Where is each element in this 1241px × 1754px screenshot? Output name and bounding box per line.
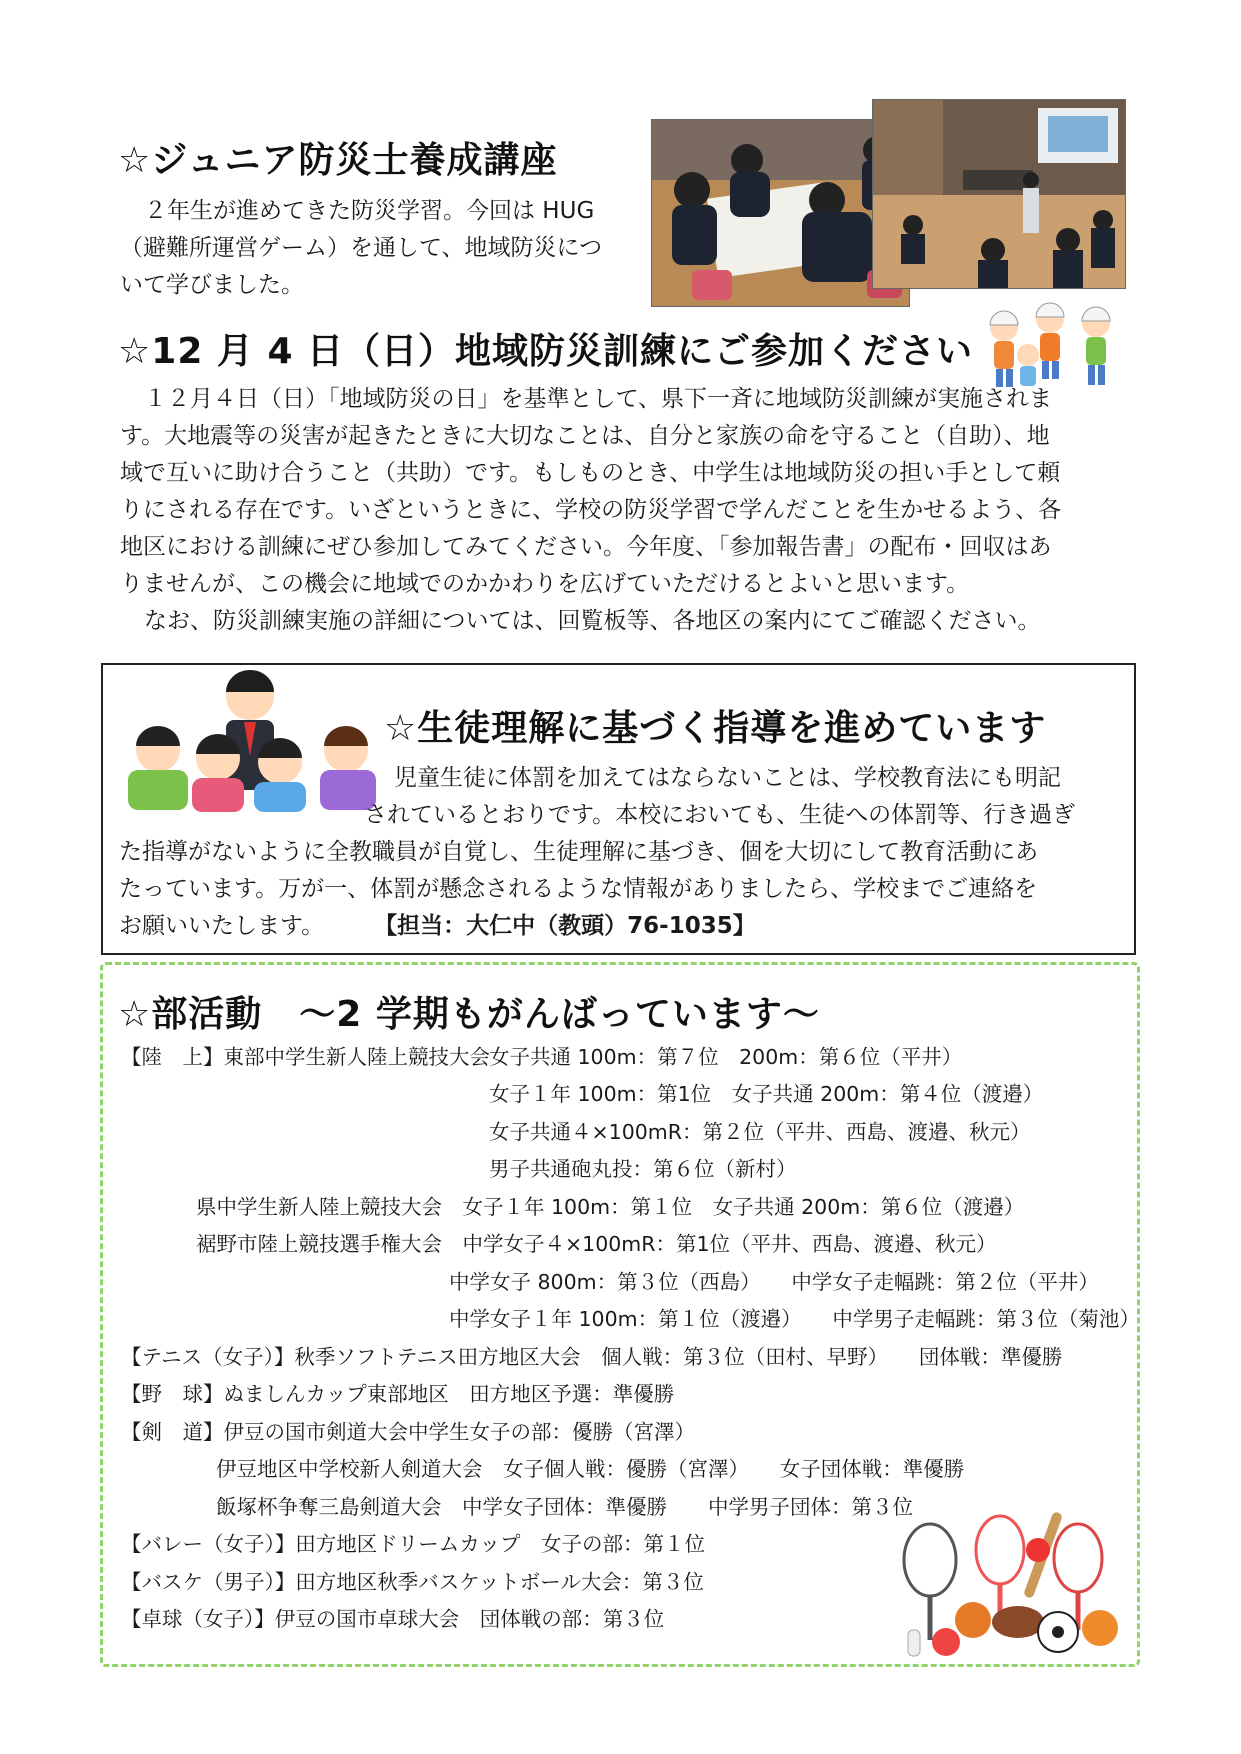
section3-body-bottom — [119, 834, 1134, 945]
club-result-row: 裾野市陸上競技選手権大会 中学女子４×100mR：第1位（平井、西島、渡邉、秋元） — [196, 1232, 997, 1256]
section2-body — [120, 381, 1140, 640]
section1-line: （避難所運営ゲーム）を通して、地域防災につ — [120, 235, 603, 261]
club-result-row: 男子共通砲丸投：第６位（新村） — [489, 1157, 797, 1181]
section1-body — [120, 193, 650, 304]
club-result-row: 女子共通４×100mR：第２位（平井、西島、渡邉、秋元） — [489, 1120, 1031, 1144]
section3-line: お願いいたします。 — [119, 913, 325, 939]
section2-line: す。大地震等の災害が起きたときに大切なことは、自分と家族の命を守ること（自助）、地 — [120, 423, 1050, 449]
section3-line: 児童生徒に体罰を加えてはならないことは、学校教育法にも明記 — [394, 765, 1061, 791]
section1-title: ☆ジュニア防災士養成講座 — [118, 140, 558, 181]
section2-title: ☆12 月 4 日（日）地域防災訓練にご参加ください — [118, 331, 974, 372]
club-result-row: 【バスケ（男子）】田方地区秋季バスケットボール大会：第３位 — [121, 1570, 704, 1594]
section2-line: １２月４日（日）「地域防災の日」を基準として、県下一斉に地域防災訓練が実施されま — [144, 386, 1053, 412]
club-result-row: 【卓球（女子）】伊豆の国市卓球大会 団体戦の部：第３位 — [121, 1607, 665, 1631]
club-result-row: 女子１年 100m：第1位 女子共通 200m：第４位（渡邉） — [489, 1082, 1044, 1106]
section2-line: なお、防災訓練実施の詳細については、回覧板等、各地区の案内にてご確認ください。 — [144, 608, 1041, 634]
section2-line: りませんが、この機会に地域でのかかわりを広げていただけるとよいと思います。 — [120, 571, 970, 597]
club-result-row: 【陸 上】東部中学生新人陸上競技大会 — [121, 1045, 490, 1069]
section2-line: 地区における訓練にぜひ参加してみてください。今年度、「参加報告書」の配布・回収はあ — [120, 534, 1052, 560]
section1-line: ２年生が進めてきた防災学習。今回は HUG — [144, 198, 595, 224]
section2-line: りにされる存在です。いざというときに、学校の防災学習で学んだことを生かせるよう、各 — [120, 497, 1062, 523]
section4-title: ☆部活動 ～2 学期もがんばっています～ — [118, 994, 820, 1035]
contact-info: 【担当：大仁中（教頭）76-1035】 — [374, 913, 756, 939]
section3-body-top — [364, 760, 1134, 834]
club-result-row: 【剣 道】伊豆の国市剣道大会中学生女子の部：優勝（宮澤） — [121, 1420, 695, 1444]
gym-presentation-photo — [872, 99, 1126, 289]
club-result-row: 県中学生新人陸上競技大会 女子１年 100m：第１位 女子共通 200m：第６位（渡邉） — [196, 1195, 1025, 1219]
section3-title: ☆生徒理解に基づく指導を進めています — [384, 708, 1047, 749]
section1-line: いて学びました。 — [120, 272, 304, 298]
section3-line: されているとおりです。本校においても、生徒への体罰等、行き過ぎ — [364, 802, 1076, 828]
section3-line: た指導がないように全教職員が自覚し、生徒理解に基づき、個を大切にして教育活動にあ — [119, 839, 1039, 865]
club-result-row: 【野 球】ぬましんカップ東部地区 田方地区予選：準優勝 — [121, 1382, 675, 1406]
section3-line: たっています。万が一、体罰が懸念されるような情報がありましたら、学校までご連絡を — [119, 876, 1038, 902]
club-result-row: 飯塚杯争奪三島剣道大会 中学女子団体：準優勝 中学男子団体：第３位 — [216, 1495, 913, 1519]
section2-line: 域で互いに助け合うこと（共助）です。もしものとき、中学生は地域防災の担い手として頼 — [120, 460, 1061, 486]
teacher-students-illustration — [108, 666, 400, 816]
club-result-row: 【テニス（女子）】秋季ソフトテニス田方地区大会 個人戦：第３位（田村、早野） 団体戦：準優勝 — [121, 1345, 1063, 1369]
club-result-row: 中学女子 800m：第３位（西島） 中学女子走幅跳：第２位（平井） — [449, 1270, 1099, 1294]
sports-equipment-illustration — [888, 1510, 1126, 1660]
club-result-row: 伊豆地区中学校新人剣道大会 女子個人戦：優勝（宮澤） 女子団体戦：準優勝 — [216, 1457, 965, 1481]
club-result-row: 女子共通 100m：第７位 200m：第６位（平井） — [489, 1045, 963, 1069]
club-result-row: 中学女子１年 100m：第１位（渡邉） 中学男子走幅跳：第３位（菊池） — [449, 1307, 1140, 1331]
club-result-row: 【バレー（女子）】田方地区ドリームカップ 女子の部：第１位 — [121, 1532, 706, 1556]
